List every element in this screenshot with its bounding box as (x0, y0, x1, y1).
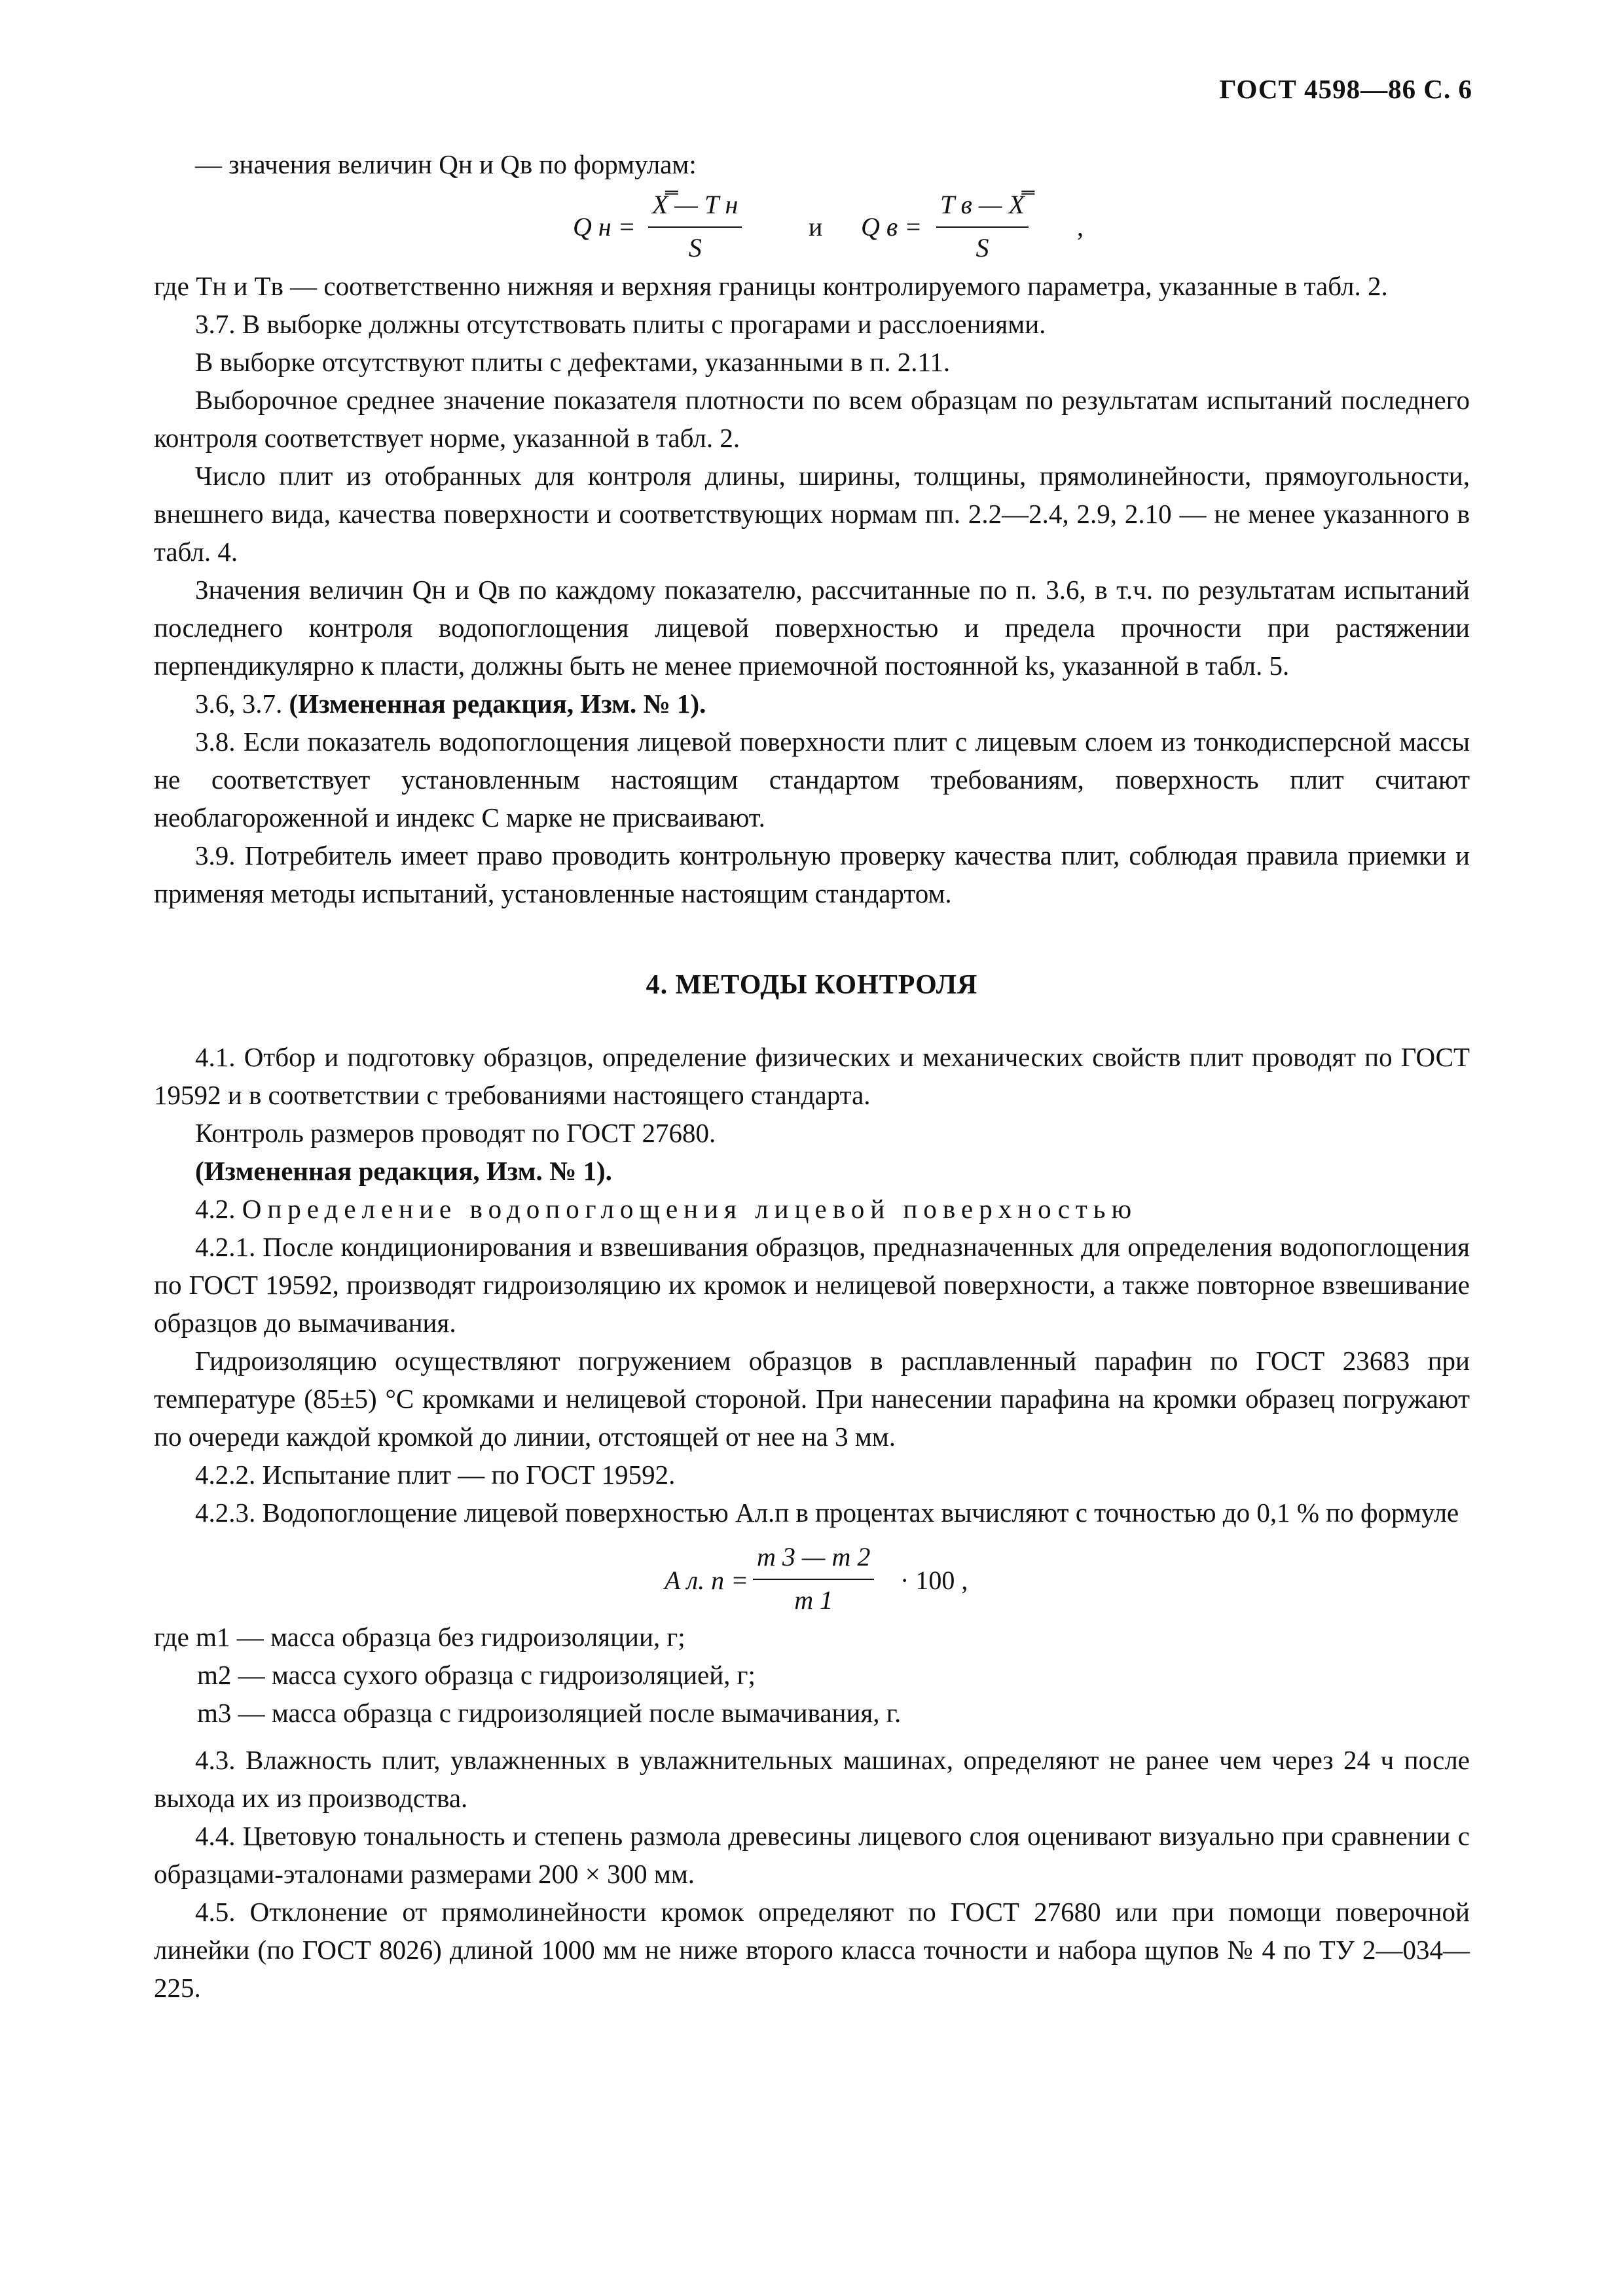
section-4-title: 4. МЕТОДЫ КОНТРОЛЯ (646, 970, 978, 1000)
formula-q2-denominator: S (976, 233, 989, 262)
formula-and: и (809, 212, 823, 242)
formula-q-lhs: Q н = (573, 212, 636, 242)
revision-ref: 3.6, 3.7. (195, 689, 283, 719)
formula-q-numerator: X̿ — T н (648, 186, 742, 228)
formula-q (154, 183, 1470, 267)
formula-q-denominator: S (688, 233, 702, 262)
formula-q-fraction (648, 186, 742, 267)
formula-where: где Tн и Tв — соответственно нижняя и верхняя границы контролируемого параметра, указанные в табл. 2. (154, 271, 1388, 301)
formula-q2-lhs: Q в = (861, 212, 922, 242)
para-3-7-d: Число плит из отобранных для контроля длины, ширины, толщины, прямолинейности, прямоугольности, внешнего вида, качества поверхности и соответствующих нормам пп. 2.2—2.4, 2.9, 2.10 — не менее указанного в табл. 4. (154, 461, 1470, 567)
formula-a-fraction (753, 1538, 874, 1619)
para-4-1: 4.1. Отбор и подготовку образцов, определение физических и механических свойств плит проводят по ГОСТ 19592 и в соответствии с требованиями настоящего стандарта. (154, 1042, 1470, 1110)
formula-a-numerator: m 3 — m 2 (753, 1538, 874, 1580)
legend-item-m2: m2 — масса сухого образца с гидроизоляцией, г; (197, 1660, 756, 1690)
para-4-1-b: Контроль размеров проводят по ГОСТ 27680. (195, 1118, 716, 1148)
legend-item-m3: m3 — масса образца с гидроизоляцией после вымачивания, г. (197, 1698, 902, 1728)
para-4-2-heading (154, 1190, 1470, 1228)
para-4-2-1: 4.2.1. После кондиционирования и взвешивания образцов, предназначенных для определения водопоглощения по ГОСТ 19592, производят гидроизоляцию их кромок и нелицевой поверхности, а также повторное взвешивание образцов до вымачивания. (154, 1232, 1470, 1338)
para-3-7: 3.7. В выборке должны отсутствовать плиты с прогарами и расслоениями. (195, 309, 1046, 339)
para-3-8: 3.8. Если показатель водопоглощения лицевой поверхности плит с лицевым слоем из тонкодисперсной массы не соответствует установленным настоящим стандартом требованиям, поверхность плит считают необлагороженной и индекс С марке не присваивают. (154, 726, 1470, 833)
formula-q-tail: , (1077, 212, 1084, 242)
formula-intro: — значения величин Qн и Qв по формулам: (195, 149, 697, 179)
legend-item-m1: где m1 — масса образца без гидроизоляции, г; (154, 1622, 685, 1652)
para-4-5: 4.5. Отклонение от прямолинейности кромок определяют по ГОСТ 27680 или при помощи поверочной линейки (по ГОСТ 8026) длиной 1000 мм не ниже второго класса точности и набора щупов № 4 по ТУ 2—034—225. (154, 1897, 1470, 2003)
formula-a-lhs: A л. п = (665, 1566, 749, 1595)
formula-legend (154, 1618, 1470, 1732)
para-3-7-e: Значения величин Qн и Qв по каждому показателю, рассчитанные по п. 3.6, в т.ч. по результатам испытаний последнего контроля водопоглощения лицевой поверхностью и предела прочности при растяжении перпендикулярно к пласти, должны быть не менее приемочной постоянной ks, указанной в табл. 5. (154, 575, 1470, 681)
para-3-6-3-7-revision (154, 685, 1470, 723)
para-3-7-b: В выборке отсутствуют плиты с дефектами, указанными в п. 2.11. (195, 347, 951, 377)
formula-q2-numerator: T в — X̿ (936, 186, 1029, 228)
para-3-7-c: Выборочное среднее значение показателя плотности по всем образцам по результатам испытаний последнего контроля соответствует норме, указанной в табл. 2. (154, 385, 1470, 453)
page-header: ГОСТ 4598—86 С. 6 (1219, 74, 1472, 104)
para-4-2-title: Определение водопоглощения лицевой поверхностью (242, 1194, 1138, 1224)
para-4-1-revision: (Измененная редакция, Изм. № 1). (195, 1156, 612, 1186)
formula-a-tail: · 100 , (900, 1566, 968, 1595)
para-4-4: 4.4. Цветовую тональность и степень размола древесины лицевого слоя оценивают визуально при сравнении с образцами-эталонами размерами 200 × 300 мм. (154, 1821, 1470, 1889)
para-4-2-3: 4.2.3. Водопоглощение лицевой поверхностью Aл.п в процентах вычисляют с точностью до 0,1 % по формуле (195, 1498, 1459, 1528)
formula-absorption (154, 1532, 1470, 1618)
para-4-2-2: 4.2.2. Испытание плит — по ГОСТ 19592. (195, 1460, 676, 1490)
formula-a-denominator: m 1 (794, 1585, 833, 1615)
para-4-2-1-b: Гидроизоляцию осуществляют погружением образцов в расплавленный парафин по ГОСТ 23683 при температуре (85±5) °С кромками и нелицевой стороной. При нанесении парафина на кромки образец погружают по очереди каждой кромкой до линии, отстоящей от нее на 3 мм. (154, 1346, 1470, 1452)
formula-q2-fraction (936, 186, 1029, 267)
para-3-9: 3.9. Потребитель имеет право проводить контрольную проверку качества плит, соблюдая правила приемки и применяя методы испытаний, установленные настоящим стандартом. (154, 840, 1470, 908)
para-4-3: 4.3. Влажность плит, увлажненных в увлажнительных машинах, определяют не ранее чем через 24 ч после выхода их из производства. (154, 1745, 1470, 1813)
revision-note: (Измененная редакция, Изм. № 1). (289, 689, 706, 719)
para-4-2-number: 4.2. (195, 1194, 236, 1224)
page-content (154, 145, 1470, 2007)
